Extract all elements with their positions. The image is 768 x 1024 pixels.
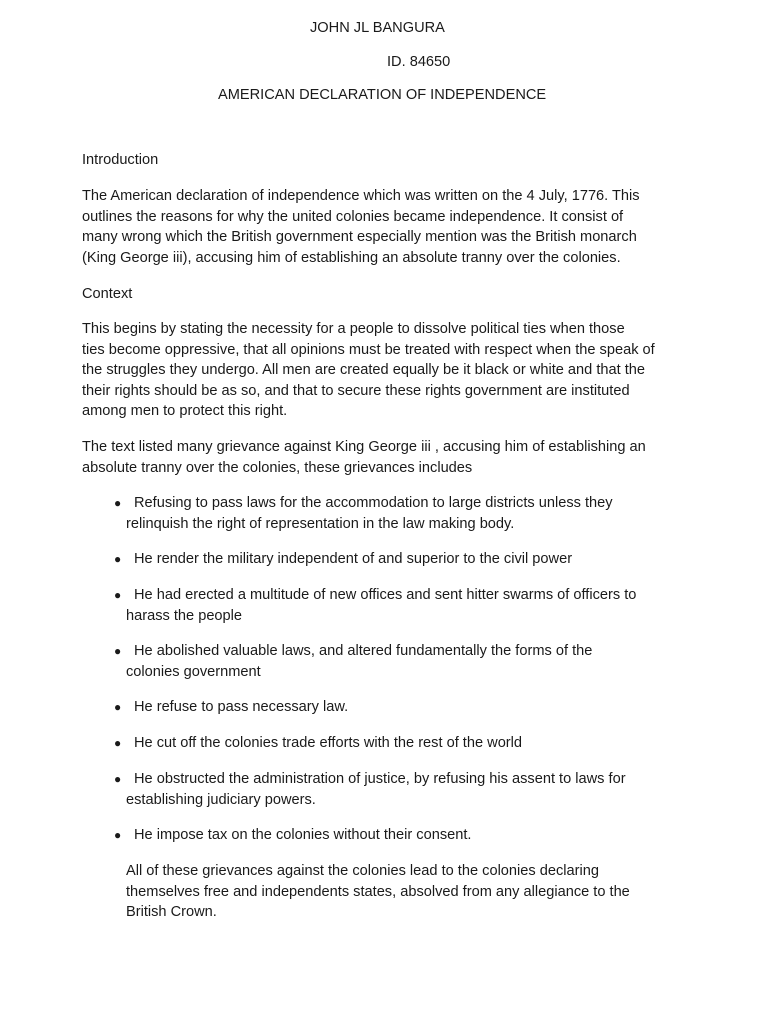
list-item-text: colonies government [126, 663, 261, 680]
conclusion-paragraph [126, 861, 686, 923]
bullet-icon: ● [114, 552, 122, 566]
paragraph-line: The text listed many grievance against King George iii , accusing him of establishing an [82, 439, 646, 455]
list-item-text: establishing judiciary powers. [126, 791, 316, 808]
paragraph-line: This begins by stating the necessity for a people to dissolve political ties when those [82, 321, 625, 337]
paragraph-line: themselves free and independents states, absolved from any allegiance to the [126, 883, 630, 900]
paragraph-line: outlines the reasons for why the united colonies became independence. It consist of [82, 208, 624, 225]
paragraph-line: the struggles they undergo. All men are created equally be it black or white and that the [82, 362, 646, 379]
list-item-text: He obstructed the administration of justice, by refusing his assent to laws for [134, 771, 626, 787]
bullet-icon: ● [114, 588, 122, 602]
paragraph-line: All of these grievances against the colonies lead to the colonies declaring [126, 863, 599, 879]
grievances-intro-paragraph [82, 437, 682, 478]
list-item-text: relinquish the right of representation in the law making body. [126, 515, 515, 532]
bullet-icon: ● [114, 644, 122, 658]
paragraph-line: British Crown. [126, 904, 217, 921]
paragraph-line: among men to protect this right. [82, 403, 288, 420]
student-id: ID. 84650 [387, 54, 451, 70]
list-item-text: He render the military independent of and superior to the civil power [134, 551, 573, 567]
list-item-text: harass the people [126, 607, 243, 624]
document-title: AMERICAN DECLARATION OF INDEPENDENCE [218, 87, 547, 103]
list-item-text: He abolished valuable laws, and altered fundamentally the forms of the [134, 643, 593, 659]
bullet-icon: ● [114, 772, 122, 786]
context-paragraph [82, 319, 682, 422]
bullet-icon: ● [114, 496, 122, 510]
introduction-heading: Introduction [82, 152, 159, 168]
list-item-text: He had erected a multitude of new offices and sent hitter swarms of officers to [134, 587, 637, 603]
bullet-icon: ● [114, 736, 122, 750]
paragraph-line: (King George iii), accusing him of establishing an absolute tranny over the colonies. [82, 249, 621, 266]
bullet-icon: ● [114, 828, 122, 842]
paragraph-line: absolute tranny over the colonies, these grievances includes [82, 459, 473, 476]
paragraph-line: The American declaration of independence which was written on the 4 July, 1776. This [82, 188, 640, 204]
list-item-text: He cut off the colonies trade efforts with the rest of the world [134, 735, 523, 751]
list-item-text: Refusing to pass laws for the accommodation to large districts unless they [134, 495, 613, 511]
context-heading: Context [82, 286, 133, 302]
author-name: JOHN JL BANGURA [310, 20, 445, 36]
list-item-text: He refuse to pass necessary law. [134, 699, 349, 715]
introduction-paragraph [82, 186, 682, 268]
paragraph-line: ties become oppressive, that all opinions must be treated with respect when the speak of [82, 341, 655, 358]
paragraph-line: many wrong which the British government especially mention was the British monarch [82, 229, 637, 246]
paragraph-line: their rights should be as so, and that to secure these rights government are instituted [82, 382, 630, 399]
bullet-icon: ● [114, 700, 122, 714]
list-item-text: He impose tax on the colonies without their consent. [134, 827, 472, 843]
